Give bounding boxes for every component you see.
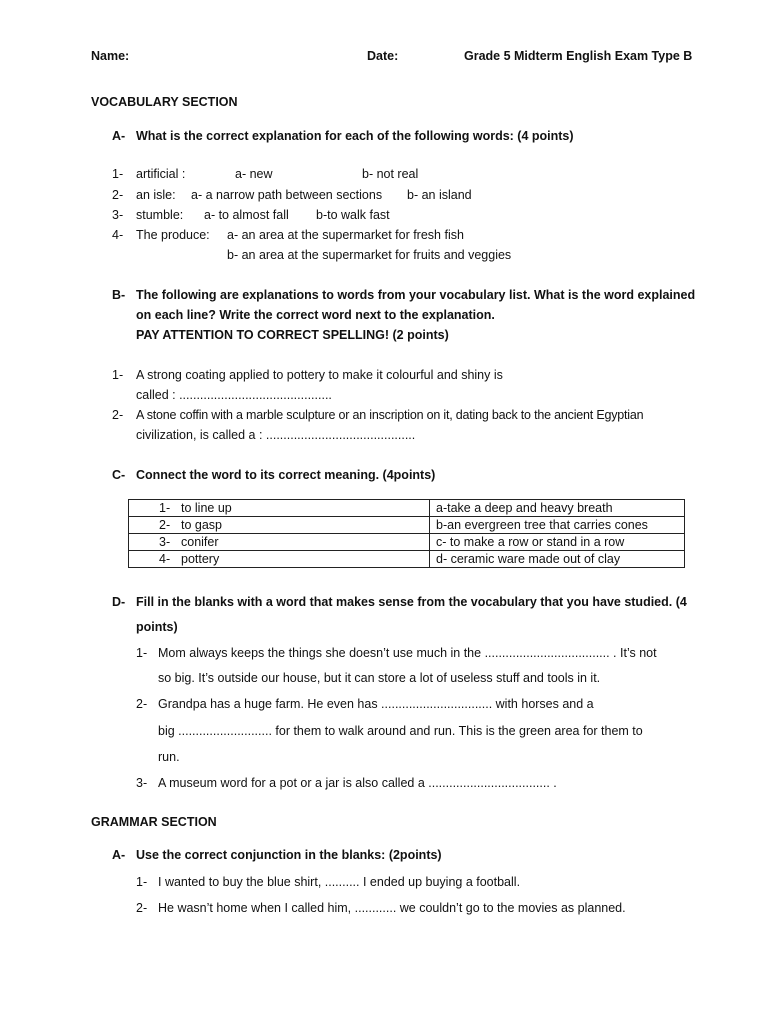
vocab-a-item-1-option-b: b- not real <box>362 167 419 181</box>
vocab-d-instructions-line-1: Fill in the blanks with a word that makes sense from the vocabulary that you have studied. (4 <box>136 595 687 609</box>
vocab-a-item-1-word: artificial : <box>136 167 186 181</box>
vocab-c-question: Connect the word to its correct meaning. (4points) <box>136 468 436 482</box>
vocab-a-item-2-option-b: b- an island <box>407 188 472 202</box>
match-num: 4- <box>159 552 171 566</box>
matching-table <box>128 499 685 568</box>
vocab-a-label: A- <box>112 129 126 143</box>
table-row <box>129 534 685 551</box>
table-row <box>129 551 685 568</box>
table-row <box>129 500 685 517</box>
match-word: to gasp <box>181 518 223 532</box>
match-num: 2- <box>159 518 171 532</box>
vocab-b-item-1-line-1: A strong coating applied to pottery to make it colourful and shiny is <box>136 368 503 382</box>
vocab-a-item-2-option-a: a- a narrow path between sections <box>191 188 383 202</box>
grammar-a-label: A- <box>112 848 126 862</box>
match-num: 1- <box>159 501 171 515</box>
vocab-b-instructions-line-3: PAY ATTENTION TO CORRECT SPELLING! (2 points) <box>136 328 449 342</box>
vocab-a-item-4-word: The produce: <box>136 228 210 242</box>
match-word: to line up <box>181 501 232 515</box>
match-meaning-cell: d- ceramic ware made out of clay <box>430 551 685 568</box>
grammar-a-item-2-num: 2- <box>136 901 148 915</box>
vocab-d-item-1-num: 1- <box>136 646 148 660</box>
vocab-d-item-1-line-2: so big. It’s outside our house, but it can store a lot of useless stuff and tools in it. <box>158 671 601 685</box>
vocab-d-instructions-line-2: points) <box>136 620 178 634</box>
match-word-cell <box>129 534 430 551</box>
grammar-a-item-2-text: He wasn’t home when I called him, ............ we couldn’t go to the movies as planned. <box>158 901 626 915</box>
vocab-a-item-1-option-a: a- new <box>235 167 273 181</box>
vocab-d-item-3-num: 3- <box>136 776 148 790</box>
vocab-d-item-2-line-3: run. <box>158 750 180 764</box>
vocab-a-item-2-word: an isle: <box>136 188 176 202</box>
vocab-d-item-2-num: 2- <box>136 697 148 711</box>
match-word-cell <box>129 500 430 517</box>
vocab-b-instructions-line-1: The following are explanations to words from your vocabulary list. What is the word explained <box>136 288 696 302</box>
match-meaning-cell: c- to make a row or stand in a row <box>430 534 685 551</box>
vocab-c-label: C- <box>112 468 126 482</box>
vocab-a-item-1-num: 1- <box>112 167 124 181</box>
vocab-a-item-3-option-b: b-to walk fast <box>316 208 390 222</box>
match-num: 3- <box>159 535 171 549</box>
vocab-d-item-3-line-1: A museum word for a pot or a jar is also called a ................................... . <box>158 776 557 790</box>
vocab-a-item-3-option-a: a- to almost fall <box>204 208 289 222</box>
vocab-b-label: B- <box>112 288 126 302</box>
grammar-a-question: Use the correct conjunction in the blanks: (2points) <box>136 848 442 862</box>
match-meaning-cell: a-take a deep and heavy breath <box>430 500 685 517</box>
vocab-a-item-2-num: 2- <box>112 188 124 202</box>
grammar-a-item-1-num: 1- <box>136 875 148 889</box>
grammar-a-item-1-text: I wanted to buy the blue shirt, .......... I ended up buying a football. <box>158 875 521 889</box>
vocab-d-item-2-line-2: big ........................... for them to walk around and run. This is the green area for them to <box>158 724 643 738</box>
vocab-b-item-2-line-1: A stone coffin with a marble sculpture or an inscription on it, dating back to the ancient Egyptian <box>136 408 644 422</box>
grammar-section-title: GRAMMAR SECTION <box>91 815 217 829</box>
vocab-b-instructions-line-2: on each line? Write the correct word next to the explanation. <box>136 308 495 322</box>
vocab-a-question: What is the correct explanation for each of the following words: (4 points) <box>136 129 574 143</box>
exam-title: Grade 5 Midterm English Exam Type B <box>464 49 693 63</box>
vocab-d-item-2-line-1: Grandpa has a huge farm. He even has ................................ with horses and a <box>158 697 594 711</box>
match-meaning-cell: b-an evergreen tree that carries cones <box>430 517 685 534</box>
vocabulary-section-title: VOCABULARY SECTION <box>91 95 238 109</box>
vocab-b-item-2-line-2: civilization, is called a : ........................................... <box>136 428 416 442</box>
name-label: Name: <box>91 49 130 63</box>
match-word-cell <box>129 517 430 534</box>
match-word: conifer <box>181 535 219 549</box>
vocab-b-item-1-line-2: called : ............................................ <box>136 388 332 402</box>
vocab-a-item-4-option-a: a- an area at the supermarket for fresh fish <box>227 228 464 242</box>
vocab-d-label: D- <box>112 595 126 609</box>
vocab-b-item-1-num: 1- <box>112 368 124 382</box>
match-word-cell <box>129 551 430 568</box>
vocab-a-item-4-option-b: b- an area at the supermarket for fruits and veggies <box>227 248 512 262</box>
date-label: Date: <box>367 49 399 63</box>
match-word: pottery <box>181 552 220 566</box>
vocab-a-item-3-num: 3- <box>112 208 124 222</box>
table-row <box>129 517 685 534</box>
vocab-d-item-1-line-1: Mom always keeps the things she doesn’t use much in the .................................... . It’s not <box>158 646 657 660</box>
vocab-b-item-2-num: 2- <box>112 408 124 422</box>
vocab-a-item-3-word: stumble: <box>136 208 184 222</box>
vocab-a-item-4-num: 4- <box>112 228 124 242</box>
